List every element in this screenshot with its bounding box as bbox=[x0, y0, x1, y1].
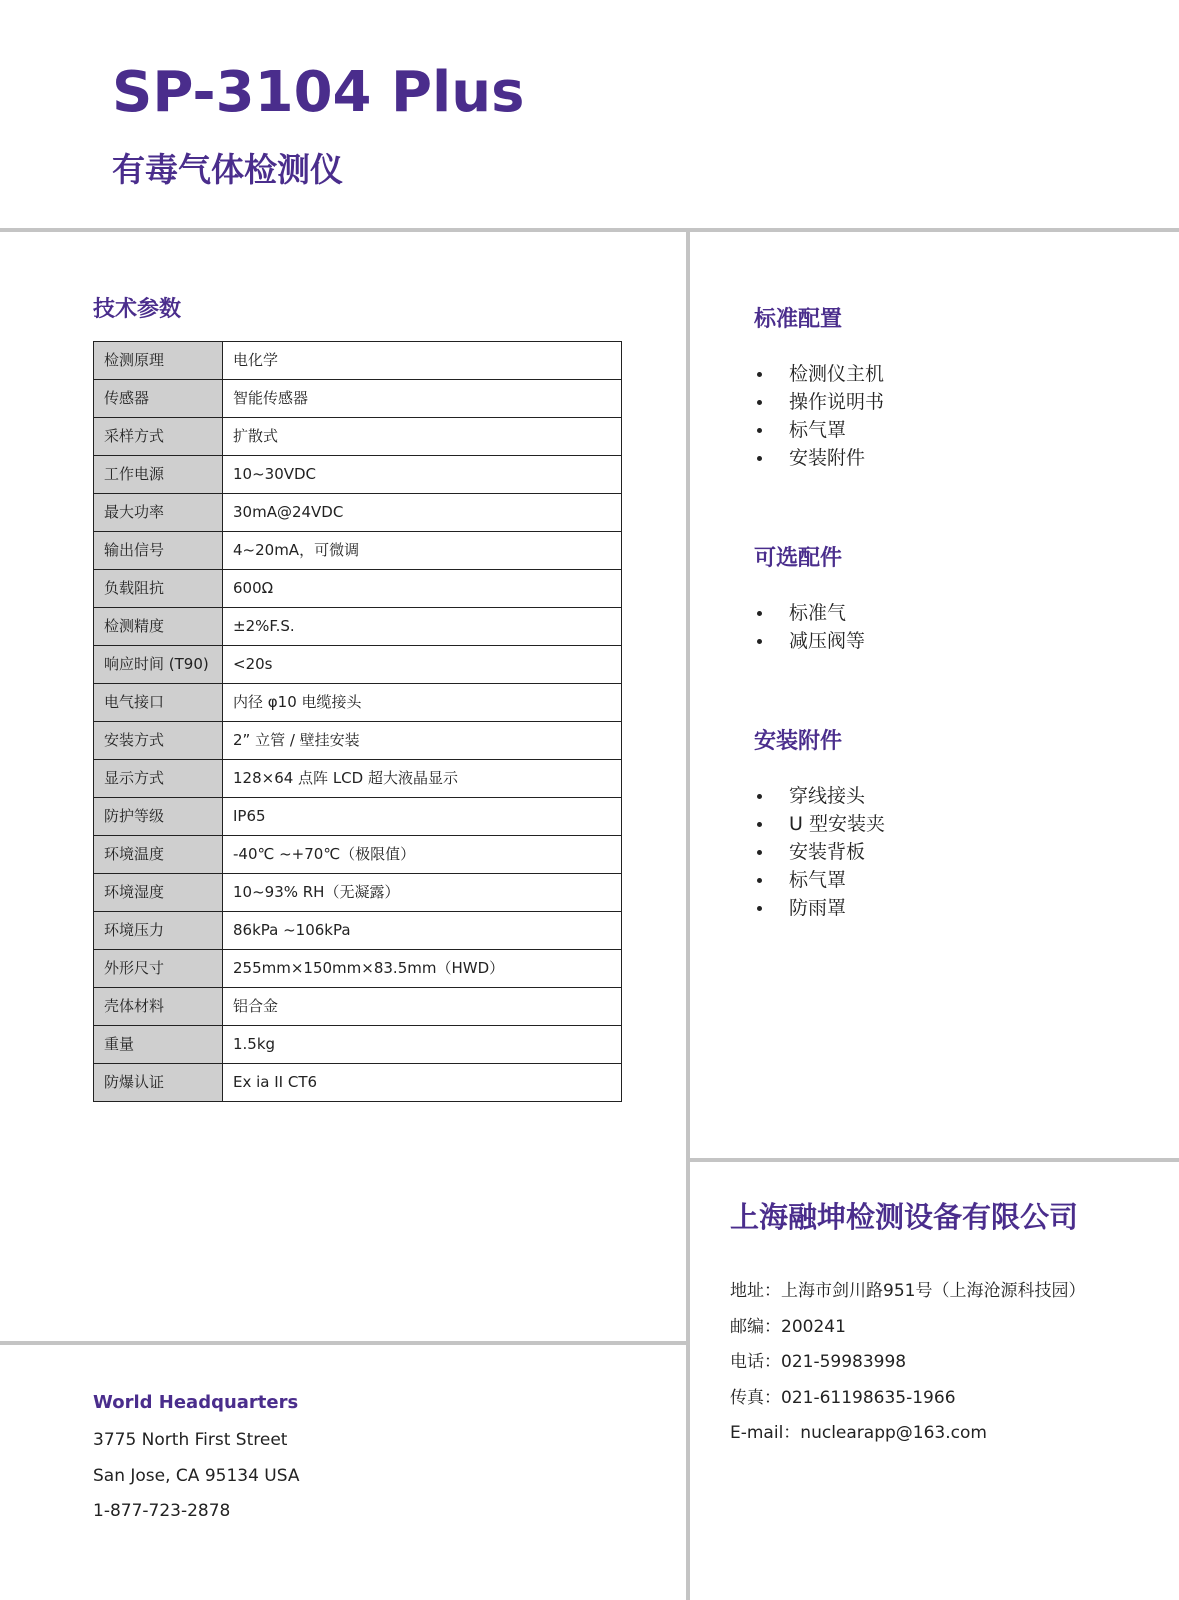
optional-heading: 可选配件 bbox=[754, 546, 843, 571]
standard-list bbox=[754, 360, 884, 472]
spec-label: 响应时间 (T90) bbox=[94, 646, 223, 684]
spec-row bbox=[94, 722, 622, 760]
spec-value: 86kPa ~106kPa bbox=[223, 912, 622, 950]
spec-label: 传感器 bbox=[94, 380, 223, 418]
spec-row bbox=[94, 608, 622, 646]
spec-value: 1.5kg bbox=[223, 1026, 622, 1064]
product-title: SP-3104 Plus bbox=[112, 60, 525, 125]
spec-value: 2” 立管 / 壁挂安装 bbox=[223, 722, 622, 760]
spec-row bbox=[94, 570, 622, 608]
list-item: 安装背板 bbox=[754, 838, 885, 866]
spec-label: 输出信号 bbox=[94, 532, 223, 570]
specs-table bbox=[93, 341, 622, 1102]
hq-phone: 1-877-723-2878 bbox=[93, 1501, 231, 1521]
spec-value: 10~93% RH（无凝露） bbox=[223, 874, 622, 912]
company-email: E-mail：nuclearapp@163.com bbox=[730, 1423, 987, 1443]
spec-label: 检测原理 bbox=[94, 342, 223, 380]
spec-row bbox=[94, 380, 622, 418]
company-address: 地址：上海市剑川路951号（上海沧源科技园） bbox=[730, 1281, 1086, 1301]
spec-label: 环境压力 bbox=[94, 912, 223, 950]
spec-value: 600Ω bbox=[223, 570, 622, 608]
spec-label: 环境湿度 bbox=[94, 874, 223, 912]
hq-title: World Headquarters bbox=[93, 1392, 299, 1413]
spec-value: 10~30VDC bbox=[223, 456, 622, 494]
spec-label: 显示方式 bbox=[94, 760, 223, 798]
spec-label: 采样方式 bbox=[94, 418, 223, 456]
spec-value: 255mm×150mm×83.5mm（HWD） bbox=[223, 950, 622, 988]
company-name: 上海融坤检测设备有限公司 bbox=[730, 1200, 1079, 1234]
company-fax: 传真：021-61198635-1966 bbox=[730, 1388, 956, 1408]
spec-row bbox=[94, 874, 622, 912]
install-list bbox=[754, 782, 885, 922]
spec-label: 工作电源 bbox=[94, 456, 223, 494]
hq-street: 3775 North First Street bbox=[93, 1430, 288, 1450]
spec-row bbox=[94, 646, 622, 684]
left-bottom-divider bbox=[0, 1341, 686, 1345]
spec-value: 内径 φ10 电缆接头 bbox=[223, 684, 622, 722]
list-item: 穿线接头 bbox=[754, 782, 885, 810]
spec-value: ±2%F.S. bbox=[223, 608, 622, 646]
spec-row bbox=[94, 988, 622, 1026]
hq-city: San Jose, CA 95134 USA bbox=[93, 1466, 300, 1486]
spec-label: 检测精度 bbox=[94, 608, 223, 646]
spec-label: 外形尺寸 bbox=[94, 950, 223, 988]
spec-row bbox=[94, 456, 622, 494]
spec-label: 防爆认证 bbox=[94, 1064, 223, 1102]
spec-row bbox=[94, 1026, 622, 1064]
spec-row bbox=[94, 798, 622, 836]
spec-label: 环境温度 bbox=[94, 836, 223, 874]
spec-label: 防护等级 bbox=[94, 798, 223, 836]
header-divider bbox=[0, 228, 1179, 232]
spec-value: Ex ia II CT6 bbox=[223, 1064, 622, 1102]
standard-heading: 标准配置 bbox=[754, 307, 843, 332]
spec-row bbox=[94, 494, 622, 532]
company-postcode: 邮编：200241 bbox=[730, 1317, 846, 1337]
spec-label: 最大功率 bbox=[94, 494, 223, 532]
list-item: 防雨罩 bbox=[754, 894, 885, 922]
specs-heading: 技术参数 bbox=[93, 297, 182, 322]
spec-value: 电化学 bbox=[223, 342, 622, 380]
install-heading: 安装附件 bbox=[754, 729, 843, 754]
right-bottom-divider bbox=[688, 1158, 1179, 1162]
company-phone: 电话：021-59983998 bbox=[730, 1352, 907, 1372]
spec-value: -40℃ ~+70℃（极限值） bbox=[223, 836, 622, 874]
spec-row bbox=[94, 836, 622, 874]
spec-row bbox=[94, 532, 622, 570]
optional-list bbox=[754, 599, 865, 655]
list-item: U 型安装夹 bbox=[754, 810, 885, 838]
spec-label: 电气接口 bbox=[94, 684, 223, 722]
spec-value: 扩散式 bbox=[223, 418, 622, 456]
spec-value: <20s bbox=[223, 646, 622, 684]
list-item: 检测仪主机 bbox=[754, 360, 884, 388]
spec-value: 4~20mA，可微调 bbox=[223, 532, 622, 570]
spec-value: 铝合金 bbox=[223, 988, 622, 1026]
spec-row bbox=[94, 342, 622, 380]
spec-value: IP65 bbox=[223, 798, 622, 836]
product-subtitle: 有毒气体检测仪 bbox=[112, 150, 343, 189]
spec-value: 智能传感器 bbox=[223, 380, 622, 418]
list-item: 标气罩 bbox=[754, 866, 885, 894]
column-divider bbox=[686, 228, 690, 1600]
spec-value: 30mA@24VDC bbox=[223, 494, 622, 532]
spec-row bbox=[94, 760, 622, 798]
spec-row bbox=[94, 950, 622, 988]
spec-label: 负载阻抗 bbox=[94, 570, 223, 608]
spec-row bbox=[94, 912, 622, 950]
spec-label: 重量 bbox=[94, 1026, 223, 1064]
spec-label: 安装方式 bbox=[94, 722, 223, 760]
list-item: 标准气 bbox=[754, 599, 865, 627]
spec-row bbox=[94, 418, 622, 456]
spec-row bbox=[94, 1064, 622, 1102]
spec-label: 壳体材料 bbox=[94, 988, 223, 1026]
list-item: 减压阀等 bbox=[754, 627, 865, 655]
spec-value: 128×64 点阵 LCD 超大液晶显示 bbox=[223, 760, 622, 798]
spec-row bbox=[94, 684, 622, 722]
list-item: 标气罩 bbox=[754, 416, 884, 444]
list-item: 操作说明书 bbox=[754, 388, 884, 416]
list-item: 安装附件 bbox=[754, 444, 884, 472]
